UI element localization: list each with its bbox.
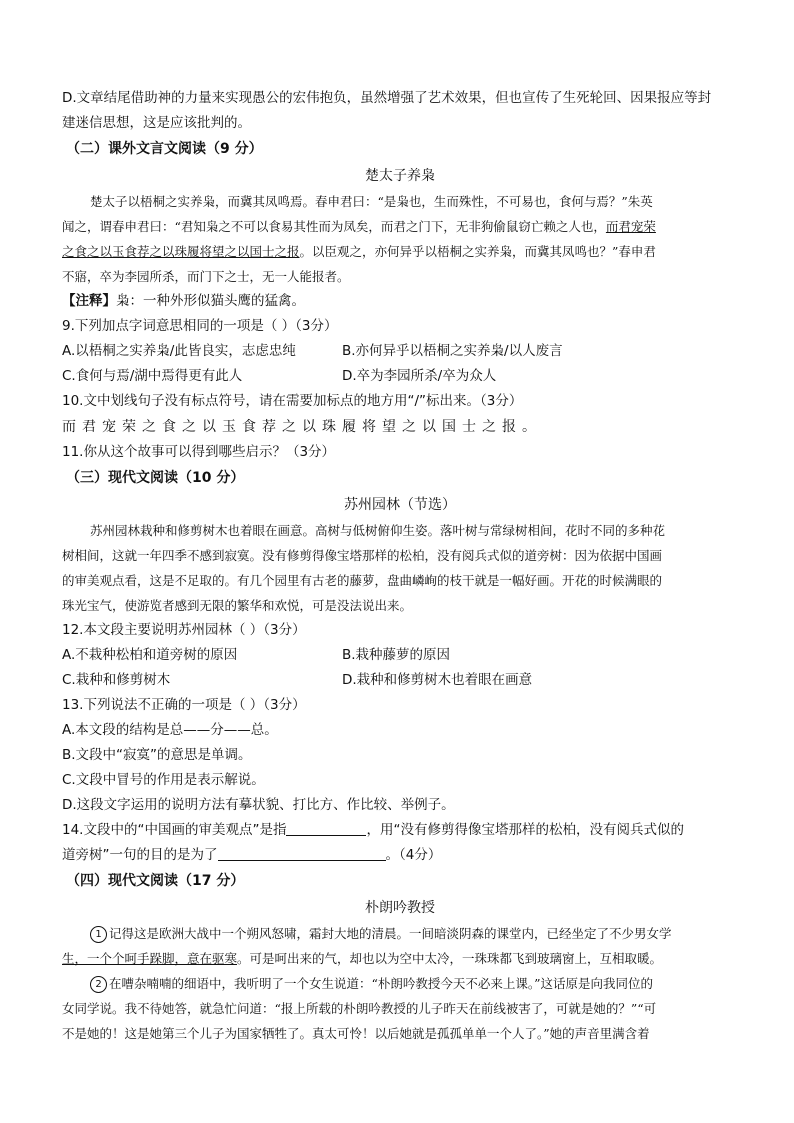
section2-heading: （二）课外文言文阅读（9 分） [66,141,263,157]
q13-option-a: A.本文段的结构是总——分——总。 [62,722,278,738]
passage-text: 闻之，谓春申君曰：“君知枭之不可以食易其性而为凤矣，而君之门下，无非狗偷鼠窃亡赖之人也， [62,219,606,234]
section3-passage [62,518,738,618]
q12-option-a: A.不栽种松柏和道旁树的原因 [62,647,238,663]
q14-text: ，用“没有修剪得像宝塔那样的松柏，没有阅兵式似的 [366,822,684,838]
answer-blank[interactable] [218,846,386,861]
question-9: 9.下列加点字词意思相同的一项是（ ）（3分） [62,318,338,334]
q9-option-d: D.卒为李园所杀/卒为众人 [342,368,497,384]
q12-options-row2 [62,668,738,693]
passage-line: 树相间，这就一年四季不感到寂寞。没有修剪得像宝塔那样的松柏，没有阅兵式似的道旁树：因为依据中国画 [62,548,663,563]
q9-option-c: C.食何与焉/湖中焉得更有此人 [62,368,243,384]
passage-text: 记得这是欧洲大战中一个朔风怒啸，霜封大地的清晨。一间暗淡阴森的课堂内，已经坐定了不少男女学 [109,926,672,941]
exam-page [62,86,738,1046]
q13-option-c: C.文段中冒号的作用是表示解说。 [62,772,265,788]
underlined-sentence: 生，一个个呵手跺脚，意在驱寒 [62,951,238,966]
paragraph-number: 1 [90,926,107,943]
passage-line [62,239,738,264]
passage-line: 的审美观点看，这是不足取的。有几个园里有古老的藤萝，盘曲嶙峋的枝干就是一幅好画。开花的时候满眼的 [62,573,663,588]
annotation-text: 枭：一种外形似猫头鹰的猛禽。 [116,293,305,309]
q13-option-b: B.文段中“寂寞”的意思是单调。 [62,747,252,763]
passage-line: 苏州园林栽种和修剪树木也着眼在画意。高树与低树俯仰生姿。落叶树与常绿树相间，花时不同的多种花 [90,523,666,538]
section4-title: 朴朗吟教授 [365,900,435,916]
question-14-line1 [62,818,738,843]
underlined-sentence-part1: 而君宠荣 [605,219,656,234]
section2-passage [62,189,738,289]
passage-line: 楚太子以梧桐之实养枭，而冀其凤鸣焉。春申君曰：“是枭也，生而殊性，不可易也，食何与焉？”朱英 [90,194,653,209]
section2-title: 楚太子养枭 [365,168,435,184]
annotation-label: 【注释】 [62,293,116,309]
question-11: 11.你从这个故事可以得到哪些启示？（3分） [62,444,336,460]
q12-option-b: B.栽种藤萝的原因 [342,647,451,663]
q14-text: 。（4分） [385,847,442,863]
passage-line [62,214,738,239]
q9-option-a: A.以梧桐之实养枭/此皆良实，志虑忠纯 [62,343,296,359]
q8-option-d-line1: D.文章结尾借助神的力量来实现愚公的宏伟抱负，虽然增强了艺术效果，但也宣传了生死轮回、因果报应等封 [62,90,712,106]
q8-option-d-line2: 建迷信思想，这是应该批判的。 [62,115,251,131]
passage-line: 珠光宝气，使游览者感到无限的繁华和欢悦，可是没法说出来。 [62,598,413,613]
passage-line [62,921,738,946]
q14-text: 道旁树”一句的目的是为了 [62,847,218,863]
q12-option-d: D.栽种和修剪树木也着眼在画意 [342,672,533,688]
underlined-sentence-part2: 之食之以玉食荐之以珠履将望之以国士之报 [62,244,300,259]
passage-line [62,971,738,996]
paragraph-number: 2 [90,976,107,993]
question-12: 12.本文段主要说明苏州园林（ ）（3分） [62,622,306,638]
passage-text: 。可是呵出来的气，却也以为空中太冷，一珠珠都飞到玻璃窗上，互相取暖 [237,951,650,966]
answer-blank[interactable] [286,821,366,836]
passage-line [62,946,738,971]
question-13: 13.下列说法不正确的一项是（ ）（3分） [62,697,306,713]
q9-option-b: B.亦何异乎以梧桐之实养枭/以人废言 [342,343,563,359]
q9-options-row1 [62,339,738,364]
section4-heading: （四）现代文阅读（17 分） [66,873,245,889]
section3-title: 苏州园林（节选） [344,497,456,513]
section3-heading: （三）现代文阅读（10 分） [66,470,245,486]
passage-line: 不寤，卒为李园所杀，而门下之士，无一人能报者。 [62,269,350,284]
q12-option-c: C.栽种和修剪树木 [62,672,171,688]
annotation [62,289,738,314]
passage-line: 女同学说。我不待她答，就急忙问道：“报上所载的朴朗吟教授的儿子昨天在前线被害了，可就是她的？”“可 [62,1001,657,1016]
question-14-line2 [62,843,738,868]
q9-options-row2 [62,364,738,389]
passage-text: 。以臣观之，亦何异乎以梧桐之实养枭，而冀其凤鸣也？”春申君 [299,244,656,259]
section4-passage [62,921,738,1046]
q14-text: 14.文段中的“中国画的审美观点”是指 [62,822,287,838]
passage-text: 在嘈杂喃喃的细语中，我听明了一个女生说道：“朴朗吟教授今天不必来上课。”这话原是向我同位的 [109,976,654,991]
passage-line: 不是她的！这是她第三个儿子为国家牺牲了。真太可怜！以后她就是孤孤单单一个人了。”她的声音里满含着 [62,1026,650,1041]
q12-options-row1 [62,643,738,668]
q10-sentence: 而君宠荣之食之以玉食荐之以珠履将望之以国士之报。 [62,419,542,435]
question-10: 10.文中划线句子没有标点符号，请在需要加标点的地方用“/”标出来。（3分） [62,393,523,409]
passage-text: 。 [649,951,663,966]
q13-option-d: D.这段文字运用的说明方法有摹状貌、打比方、作比较、举例子。 [62,797,455,813]
